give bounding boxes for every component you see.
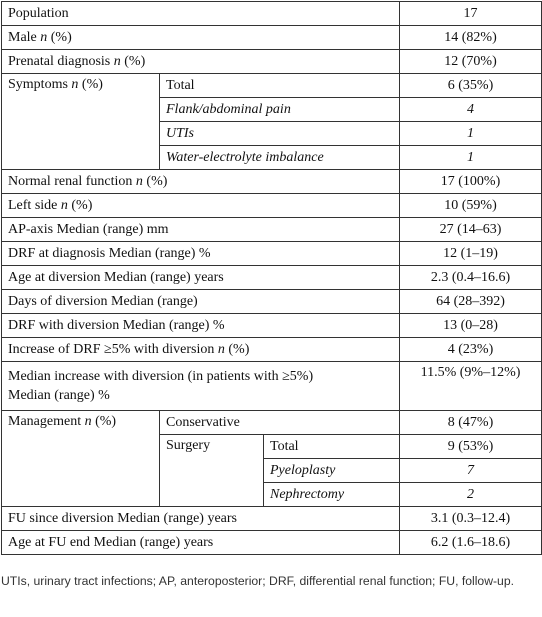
row-value: 4 (23%) bbox=[400, 338, 542, 362]
table-row bbox=[2, 507, 542, 531]
label-line-2: Median (range) % bbox=[8, 388, 110, 403]
table-row bbox=[2, 362, 542, 411]
table-row bbox=[2, 242, 542, 266]
label-text: Increase of DRF ≥5% with diversion bbox=[8, 342, 215, 357]
row-label bbox=[2, 74, 160, 170]
data-table bbox=[1, 1, 542, 555]
table-row bbox=[2, 26, 542, 50]
row-label: AP-axis Median (range) mm bbox=[2, 218, 400, 242]
table-row bbox=[2, 74, 542, 98]
table-footnote: UTIs, urinary tract infections; AP, anteroposterior; DRF, differential renal function; FU, follow-up. bbox=[1, 574, 515, 588]
sub-label: Water-electrolyte imbalance bbox=[160, 146, 400, 170]
row-value: 13 (0–28) bbox=[400, 314, 542, 338]
label-line-1: Median increase with diversion (in patients with ≥5%) bbox=[8, 369, 314, 384]
row-value: 9 (53%) bbox=[400, 435, 542, 459]
stat-symbol: n bbox=[135, 174, 143, 189]
stat-symbol: n bbox=[71, 77, 79, 92]
row-label: FU since diversion Median (range) years bbox=[2, 507, 400, 531]
row-value: 6 (35%) bbox=[400, 74, 542, 98]
row-value: 10 (59%) bbox=[400, 194, 542, 218]
stat-symbol: n bbox=[113, 54, 121, 69]
table-row bbox=[2, 266, 542, 290]
row-label: DRF at diagnosis Median (range) % bbox=[2, 242, 400, 266]
sub-sub-label: Nephrectomy bbox=[264, 483, 400, 507]
row-value: 14 (82%) bbox=[400, 26, 542, 50]
table-row bbox=[2, 290, 542, 314]
sub-label: Conservative bbox=[160, 411, 400, 435]
row-value: 2.3 (0.4–16.6) bbox=[400, 266, 542, 290]
row-value: 12 (70%) bbox=[400, 50, 542, 74]
unit-text: (%) bbox=[50, 30, 72, 45]
sub-sub-label: Total bbox=[264, 435, 400, 459]
table-row bbox=[2, 531, 542, 555]
row-value: 8 (47%) bbox=[400, 411, 542, 435]
row-value: 64 (28–392) bbox=[400, 290, 542, 314]
sub-label: Surgery bbox=[160, 435, 264, 507]
stat-symbol: n bbox=[84, 414, 92, 429]
unit-text: (%) bbox=[81, 77, 103, 92]
row-label: Age at FU end Median (range) years bbox=[2, 531, 400, 555]
stat-symbol: n bbox=[60, 198, 68, 213]
table-row bbox=[2, 2, 542, 26]
label-text: Prenatal diagnosis bbox=[8, 54, 111, 69]
table-row bbox=[2, 338, 542, 362]
row-value: 2 bbox=[400, 483, 542, 507]
row-label bbox=[2, 362, 400, 411]
unit-text: (%) bbox=[146, 174, 168, 189]
row-value: 4 bbox=[400, 98, 542, 122]
row-label bbox=[2, 338, 400, 362]
table-row bbox=[2, 314, 542, 338]
row-value: 27 (14–63) bbox=[400, 218, 542, 242]
row-label: Population bbox=[2, 2, 400, 26]
unit-text: (%) bbox=[95, 414, 117, 429]
label-text: Normal renal function bbox=[8, 174, 133, 189]
unit-text: (%) bbox=[124, 54, 146, 69]
table-container bbox=[1, 1, 541, 555]
row-label bbox=[2, 26, 400, 50]
row-value: 11.5% (9%–12%) bbox=[400, 362, 542, 411]
sub-sub-label: Pyeloplasty bbox=[264, 459, 400, 483]
row-value: 6.2 (1.6–18.6) bbox=[400, 531, 542, 555]
table-row bbox=[2, 218, 542, 242]
row-label: DRF with diversion Median (range) % bbox=[2, 314, 400, 338]
stat-symbol: n bbox=[217, 342, 225, 357]
row-value: 7 bbox=[400, 459, 542, 483]
row-value: 17 (100%) bbox=[400, 170, 542, 194]
table-row bbox=[2, 194, 542, 218]
label-text: Management bbox=[8, 414, 82, 429]
table-row bbox=[2, 50, 542, 74]
unit-text: (%) bbox=[71, 198, 93, 213]
label-text: Left side bbox=[8, 198, 58, 213]
stat-symbol: n bbox=[40, 30, 48, 45]
sub-label: UTIs bbox=[160, 122, 400, 146]
sub-label: Total bbox=[160, 74, 400, 98]
table-row bbox=[2, 411, 542, 435]
row-label bbox=[2, 170, 400, 194]
row-value: 1 bbox=[400, 146, 542, 170]
row-label: Days of diversion Median (range) bbox=[2, 290, 400, 314]
row-label bbox=[2, 50, 400, 74]
table-row bbox=[2, 170, 542, 194]
unit-text: (%) bbox=[228, 342, 250, 357]
row-label: Age at diversion Median (range) years bbox=[2, 266, 400, 290]
sub-label: Flank/abdominal pain bbox=[160, 98, 400, 122]
row-value: 1 bbox=[400, 122, 542, 146]
row-label bbox=[2, 194, 400, 218]
label-text: Symptoms bbox=[8, 77, 68, 92]
row-value: 12 (1–19) bbox=[400, 242, 542, 266]
row-value: 3.1 (0.3–12.4) bbox=[400, 507, 542, 531]
row-label bbox=[2, 411, 160, 507]
label-text: Male bbox=[8, 30, 37, 45]
row-value: 17 bbox=[400, 2, 542, 26]
